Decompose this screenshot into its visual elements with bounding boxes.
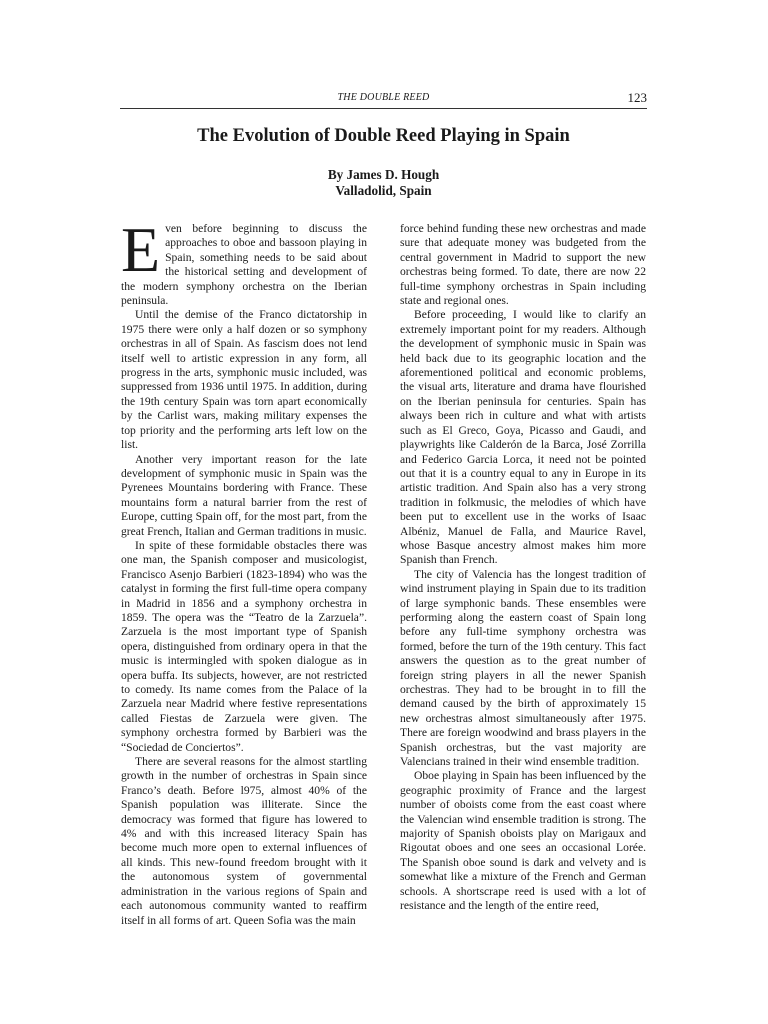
paragraph: Before proceeding, I would like to clarify an extremely important point for my readers. Although the development of symphonic music in Spain was held back due to its geographic location and the aforementioned political and economic problems, the visual arts, literature and drama have flourished on the Iberian peninsula for centuries. Spain has always been rich in culture and what with artists such as El Greco, Goya, Picasso and Gaudi, and playwrights like Calderón de la Barca, José Zorrilla and Federico Garcia Lorca, it need not be pointed out that it is a country equal to any in Europe in its artistic tradition. And Spain also has a very strong tradition in folkmusic, the melodies of which have been put to excellent use in the works of Isaac Albéniz, Manuel de Falla, and Maurice Ravel, whose Basque ancestry almost makes him more Spanish than French.	[400, 308, 646, 567]
article-title: The Evolution of Double Reed Playing in Spain	[197, 126, 570, 146]
paragraph: force behind funding these new orchestras and made sure that adequate money was budgeted from the central government in Madrid to support the new orchestras being formed. To date, there are now 22 full-time symphony orchestras in Spain including state and regional ones.	[400, 222, 646, 308]
paragraph-text: ven before beginning to discuss the approaches to oboe and bassoon playing in Spain, something needs to be said about the historical setting and development of the modern symphony orchestra on the Iberian peninsula.	[121, 222, 367, 308]
paragraph: The city of Valencia has the longest tradition of wind instrument playing in Spain due to its tradition of large symphonic bands. These ensembles were performing along the eastern coast of Spain long before any full-time symphony orchestra was formed, before the turn of the 19th century. This fact answers the question as to the great number of foreign string players in all the newer Spanish orchestras. They had to be brought in to fill the demand caused by the birth of approximately 15 new orchestras almost simultaneously after 1975. There are foreign woodwind and brass players in the Spanish orchestras, but the vast majority are Valencians trained in their wind ensemble tradition.	[400, 567, 646, 769]
journal-name: THE DOUBLE REED	[337, 92, 430, 103]
paragraph: Until the demise of the Franco dictatorship in 1975 there were only a half dozen or so symphony orchestras in all of Spain. As fascism does not lend itself well to artistic expression in any form, all progress in the arts, symphonic music included, was suppressed from 1936 until 1975. In addition, during the 19th century Spain was torn apart economically by the Carlist wars, making military expenses the top priority and the performing arts left low on the list.	[121, 308, 367, 452]
header-rule	[120, 108, 647, 109]
paragraph: In spite of these formidable obstacles there was one man, the Spanish composer and musicologist, Francisco Asenjo Barbieri (1823-1894) who was the catalyst in forming the first full-time opera company in Madrid in 1856 and a symphony orchestra in 1859. The opera was the “Teatro de la Zarzuela”. Zarzuela is the most important type of Spanish opera, distinguished from ordinary opera in that the music is intermingled with spoken dialogue as in opera buffa. Its subjects, however, are not restricted to comedy. Its name comes from the Palace of la Zarzuela near Madrid where festive representations called Fiestas de Zarzuela were given. The symphony orchestra formed by Barbieri was the “Sociedad de Conciertos”.	[121, 538, 367, 754]
paragraph	[121, 214, 367, 308]
author-location: Valladolid, Spain	[335, 183, 432, 198]
author-name: By James D. Hough	[327, 167, 440, 182]
left-column	[121, 214, 367, 928]
paragraph: There are several reasons for the almost startling growth in the number of orchestras in Spain since Franco’s death. Before l975, almost 40% of the Spanish population was illiterate. Since the democracy was formed that figure has lowered to 4% and with this increased literacy Spain has become much more open to external influences of all kinds. This new-found freedom brought with it the autonomous system of governmental administration in the various regions of Spain and each autonomous community wanted to reaffirm itself in all forms of art. Queen Sofia was the main	[121, 755, 367, 927]
drop-cap: E	[121, 214, 161, 285]
paragraph: Oboe playing in Spain has been influenced by the geographic proximity of France and the largest number of oboists come from the east coast where the Valencian wind ensemble tradition is strong. The majority of Spanish oboists play on Marigaux and Rigoutat oboes and one sees an occasional Lorée. The Spanish oboe sound is dark and velvety and is somewhat like a mixture of the French and German schools. A shortscrape reed is used with a lot of resistance and the length of the entire reed,	[400, 769, 646, 913]
page-number: 123	[627, 90, 647, 105]
running-head	[120, 92, 647, 108]
byline	[120, 167, 647, 199]
right-column	[400, 222, 646, 914]
paragraph: Another very important reason for the late development of symphonic music in Spain was the Pyrenees Mountains bordering with France. These mountains form a natural barrier from the rest of Europe, cutting Spain off, for the most part, from the great French, Italian and German traditions in music.	[121, 452, 367, 538]
